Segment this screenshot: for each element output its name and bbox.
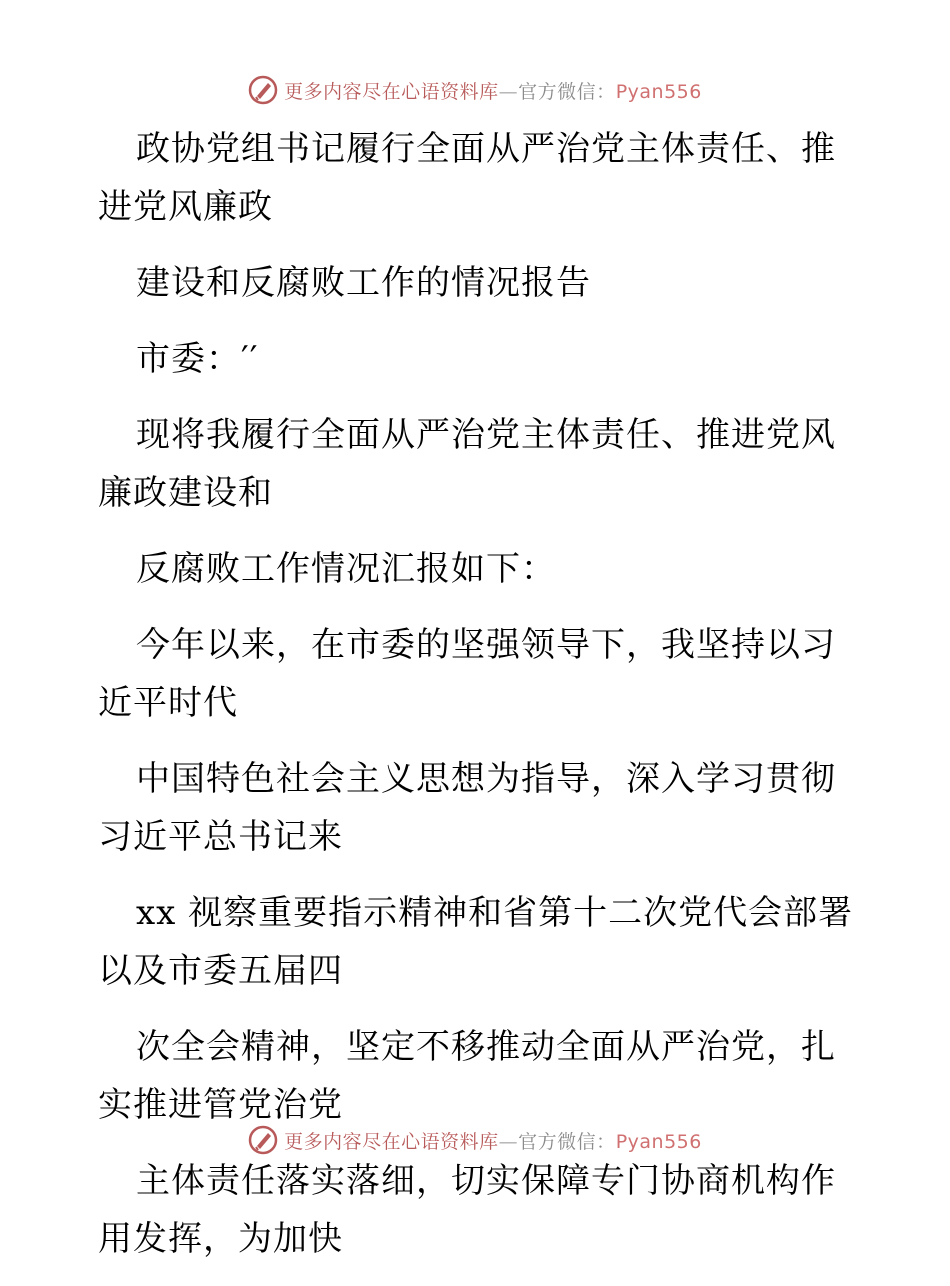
watermark-text bbox=[284, 1127, 702, 1154]
watermark-id: Pyan556 bbox=[615, 1130, 702, 1153]
paragraph-title-line2: 建设和反腐败工作的情况报告 bbox=[136, 263, 591, 303]
paragraph-intro-cont: 反腐败工作情况汇报如下： bbox=[136, 549, 556, 589]
pen-logo-icon bbox=[248, 75, 278, 105]
paragraph-body-1: 今年以来，在市委的坚强领导下，我坚持以习近平时代 bbox=[98, 625, 836, 723]
paragraph-intro: 现将我履行全面从严治党主体责任、推进党风廉政建设和 bbox=[98, 415, 836, 513]
watermark-text bbox=[284, 77, 702, 104]
footer-watermark bbox=[0, 1122, 950, 1158]
watermark-official: 官方微信： bbox=[518, 80, 616, 103]
pen-logo-icon bbox=[248, 1125, 278, 1155]
header-watermark bbox=[0, 72, 950, 108]
paragraph-body-2: 中国特色社会主义思想为指导，深入学习贯彻习近平总书记来 bbox=[98, 759, 836, 857]
paragraph-body-5: 主体责任落实落细，切实保障专门协商机构作用发挥，为加快 bbox=[98, 1161, 836, 1259]
watermark-dash: — bbox=[498, 1130, 519, 1153]
document-body bbox=[98, 120, 858, 1286]
watermark-site: 更多内容尽在心语资料库 bbox=[284, 1130, 499, 1153]
watermark-id: Pyan556 bbox=[615, 80, 702, 103]
paragraph-body-3: xx 视察重要指示精神和省第十二次党代会部署以及市委五届四 bbox=[98, 893, 854, 991]
watermark-site: 更多内容尽在心语资料库 bbox=[284, 80, 499, 103]
paragraph-salutation: 市委：′′ bbox=[136, 339, 259, 379]
paragraph-title-line1: 政协党组书记履行全面从严治党主体责任、推进党风廉政 bbox=[98, 129, 836, 227]
paragraph-body-4: 次全会精神，坚定不移推动全面从严治党，扎实推进管党治党 bbox=[98, 1027, 836, 1125]
watermark-official: 官方微信： bbox=[518, 1130, 616, 1153]
watermark-dash: — bbox=[498, 80, 519, 103]
